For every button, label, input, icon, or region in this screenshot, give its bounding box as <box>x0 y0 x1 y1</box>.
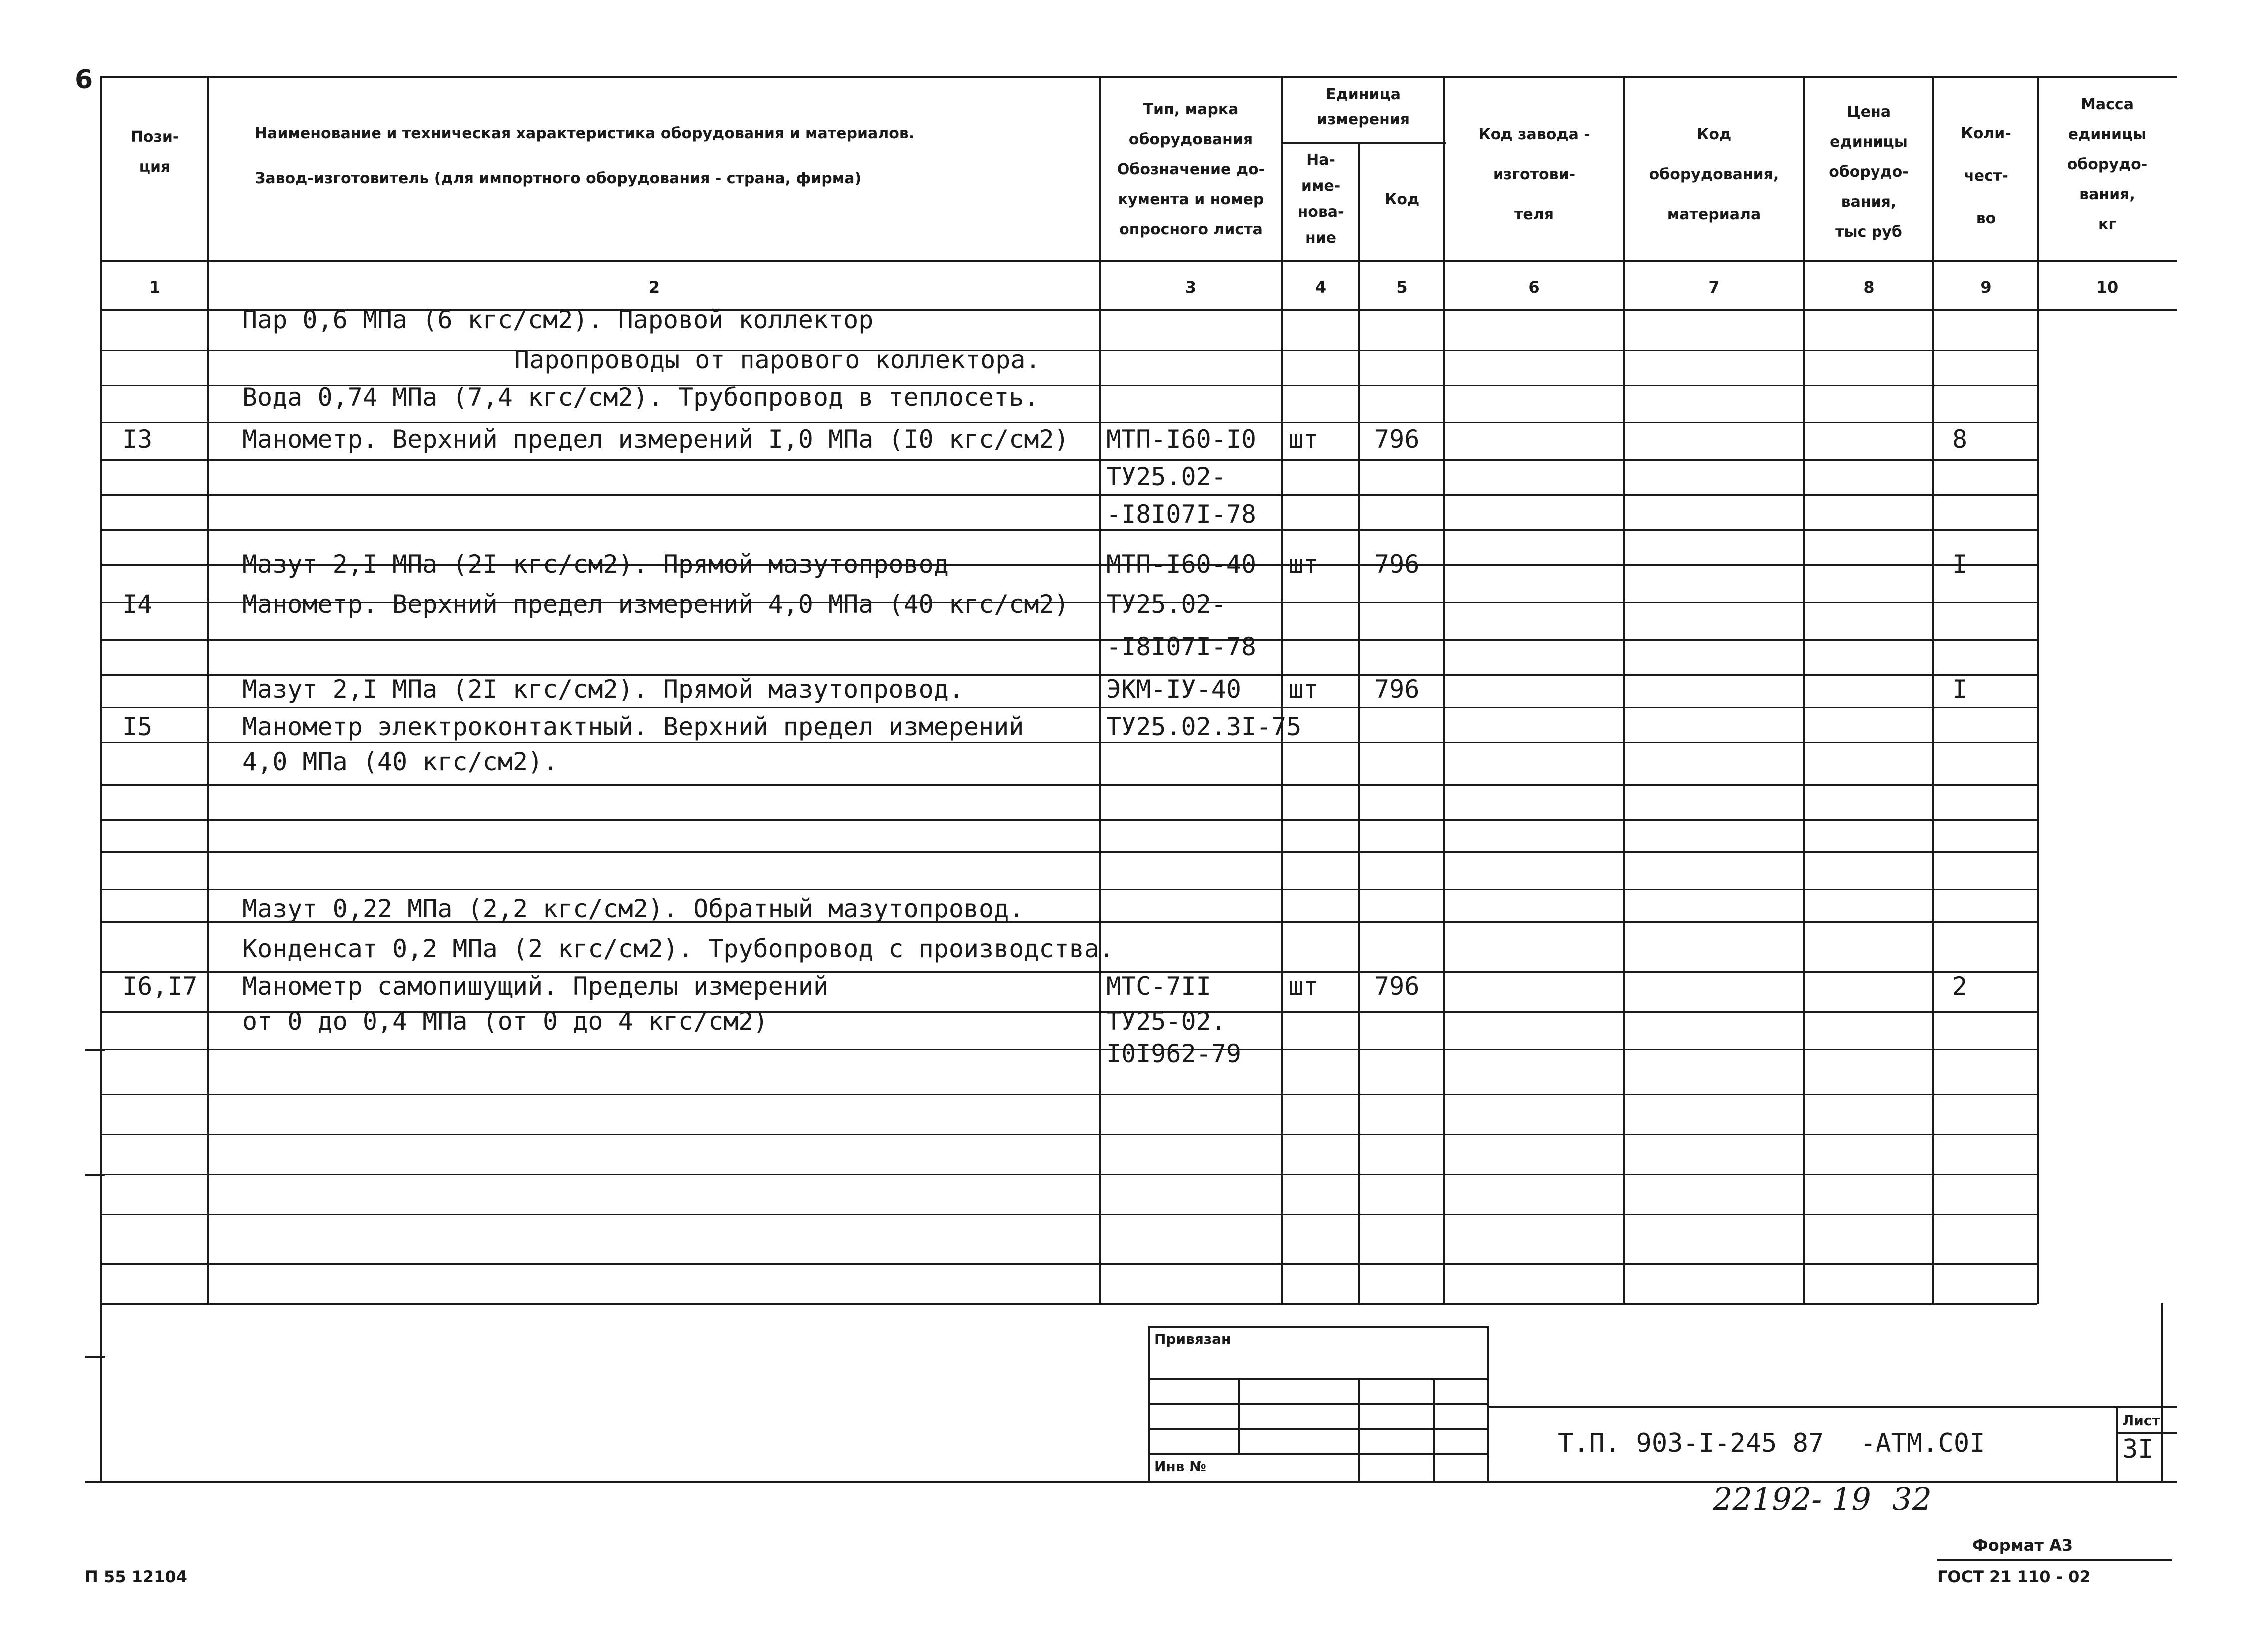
row-unit: шт <box>1288 425 1319 454</box>
header-price-line2: единицы <box>1830 133 1908 151</box>
row-type: ТУ25.02- <box>1106 462 1226 491</box>
header-name <box>255 119 1094 194</box>
header-unit-code <box>1361 185 1443 215</box>
footer-left-code: П 55 12104 <box>85 1567 187 1586</box>
document-code: Т.П. 903-I-245 87 <box>1558 1428 1824 1458</box>
header-price-line3: оборудо- <box>1829 163 1909 181</box>
header-unit-line2: измерения <box>1316 111 1410 128</box>
document-suffix: -АТМ.С0I <box>1860 1428 1985 1458</box>
header-equipment-code <box>1625 115 1803 235</box>
sheet-label: Лист <box>2122 1412 2160 1429</box>
row-name: Манометр электроконтактный. Верхний предел измерений <box>242 712 1024 741</box>
header-factory-line2: изготови- <box>1493 166 1576 183</box>
header-unit-line1: Единица <box>1326 86 1401 103</box>
header-mass-line4: вания, <box>2079 186 2135 203</box>
header-unit-name-line1: На- <box>1306 151 1335 169</box>
header-mass <box>2040 90 2175 240</box>
footer-gost: ГОСТ 21 110 - 02 <box>1937 1567 2091 1586</box>
row-position: I6,I7 <box>122 972 198 1001</box>
row-type: I0I962-79 <box>1106 1039 1241 1068</box>
header-price-line4: вания, <box>1841 193 1897 211</box>
header-qty-line2: чест- <box>1964 167 2008 185</box>
page-number: 6 <box>75 65 93 95</box>
row-name: Вода 0,74 МПа (7,4 кгс/см2). Трубопровод в теплосеть. <box>242 383 1039 412</box>
row-type: ТУ25.02- <box>1106 590 1226 619</box>
row-name: Манометр. Верхний предел измерений 4,0 МПа (40 кгс/см2) <box>242 590 1069 619</box>
header-position <box>102 122 207 182</box>
header-unit-name-line4: ние <box>1305 229 1337 247</box>
header-price <box>1805 97 1932 247</box>
header-type-line4: кумента и номер <box>1118 191 1264 208</box>
row-name: Паропроводы от парового коллектора. <box>514 345 1041 374</box>
row-name: Мазут 2,I МПа (2I кгс/см2). Прямой мазутопровод <box>242 550 949 579</box>
row-unit: шт <box>1288 972 1319 1001</box>
archive-page: 32 <box>1892 1481 1932 1517</box>
stamp-privyazan: Привязан <box>1154 1331 1231 1347</box>
header-factory-line1: Код завода - <box>1478 126 1590 143</box>
row-name: Конденсат 0,2 МПа (2 кгс/см2). Трубопровод с производства. <box>242 934 1114 963</box>
column-number-4: 4 <box>1315 278 1327 297</box>
header-qty-line3: во <box>1976 210 1996 227</box>
row-type: ТУ25-02. <box>1106 1007 1226 1036</box>
row-type: МТС-7II <box>1106 972 1211 1001</box>
archive-number: 22192- 19 <box>1713 1481 1871 1517</box>
column-number-2: 2 <box>648 278 660 297</box>
header-type-line5: опросного листа <box>1119 221 1263 238</box>
column-number-9: 9 <box>1980 278 1992 297</box>
row-type: ЭКМ-IУ-40 <box>1106 675 1241 704</box>
row-quantity: 2 <box>1952 972 1968 1001</box>
header-equip-line2: оборудования, <box>1649 166 1779 183</box>
header-position-line2: ция <box>139 158 171 176</box>
header-type-line1: Тип, марка <box>1143 101 1239 118</box>
column-number-10: 10 <box>2096 278 2119 297</box>
row-code: 796 <box>1374 425 1420 454</box>
header-type-line2: оборудования <box>1128 131 1253 148</box>
header-mass-line3: оборудо- <box>2067 156 2148 173</box>
header-type-line3: Обозначение до- <box>1117 161 1265 178</box>
header-unit-name <box>1283 147 1358 251</box>
header-equip-line3: материала <box>1667 206 1761 223</box>
row-name: Мазут 0,22 МПа (2,2 кгс/см2). Обратный мазутопровод. <box>242 894 1024 923</box>
header-unit-name-line2: име- <box>1301 177 1341 195</box>
column-number-6: 6 <box>1528 278 1540 297</box>
row-quantity: I <box>1952 675 1968 704</box>
row-type: МТП-I60-I0 <box>1106 425 1257 454</box>
header-unit-name-line3: нова- <box>1297 203 1344 221</box>
header-price-line5: тыс руб <box>1835 223 1902 241</box>
header-position-line1: Пози- <box>130 128 179 146</box>
row-type: ТУ25.02.3I-75 <box>1106 712 1302 741</box>
header-factory-line3: теля <box>1514 206 1554 223</box>
column-number-7: 7 <box>1708 278 1720 297</box>
header-quantity <box>1935 112 2037 240</box>
header-price-line1: Цена <box>1846 103 1891 121</box>
row-name: Пар 0,6 МПа (6 кгс/см2). Паровой коллектор <box>242 305 874 334</box>
header-mass-line5: кг <box>2098 216 2117 233</box>
row-position: I5 <box>122 712 153 741</box>
stamp-inv-no: Инв № <box>1154 1458 1206 1475</box>
row-name: Мазут 2,I МПа (2I кгс/см2). Прямой мазутопровод. <box>242 675 964 704</box>
row-code: 796 <box>1374 972 1420 1001</box>
header-type <box>1101 95 1281 245</box>
row-name: Манометр самопишущий. Пределы измерений <box>242 972 828 1001</box>
header-mass-line1: Масса <box>2081 96 2134 113</box>
row-code: 796 <box>1374 675 1420 704</box>
header-name-line1: Наименование и техническая характеристика оборудования и материалов. <box>255 125 915 142</box>
row-type: МТП-I60-40 <box>1106 550 1257 579</box>
column-number-3: 3 <box>1185 278 1197 297</box>
row-unit: шт <box>1288 675 1319 704</box>
row-name: Манометр. Верхний предел измерений I,0 МПа (I0 кгс/см2) <box>242 425 1069 454</box>
column-number-8: 8 <box>1863 278 1875 297</box>
row-name: от 0 до 0,4 МПа (от 0 до 4 кгс/см2) <box>242 1007 768 1036</box>
footer-format: Формат А3 <box>1972 1536 2073 1555</box>
row-type: -I8I07I-78 <box>1106 500 1257 529</box>
row-quantity: 8 <box>1952 425 1968 454</box>
header-qty-line1: Коли- <box>1961 125 2011 142</box>
column-number-5: 5 <box>1396 278 1408 297</box>
row-position: I3 <box>122 425 153 454</box>
row-unit: шт <box>1288 550 1319 579</box>
row-quantity: I <box>1952 550 1968 579</box>
row-type: -I8I07I-78 <box>1106 632 1257 661</box>
sheet-number: 3I <box>2122 1434 2154 1464</box>
row-code: 796 <box>1374 550 1420 579</box>
header-name-line2: Завод-изготовитель (для импортного оборудования - страна, фирма) <box>255 170 862 187</box>
row-name: 4,0 МПа (40 кгс/см2). <box>242 747 558 776</box>
header-unit-group <box>1283 82 1443 132</box>
header-equip-line1: Код <box>1696 126 1732 143</box>
column-number-1: 1 <box>149 278 161 297</box>
header-unit-code-line1: Код <box>1384 191 1420 208</box>
header-factory-code <box>1446 115 1623 235</box>
row-position: I4 <box>122 590 153 619</box>
header-mass-line2: единицы <box>2068 126 2147 143</box>
